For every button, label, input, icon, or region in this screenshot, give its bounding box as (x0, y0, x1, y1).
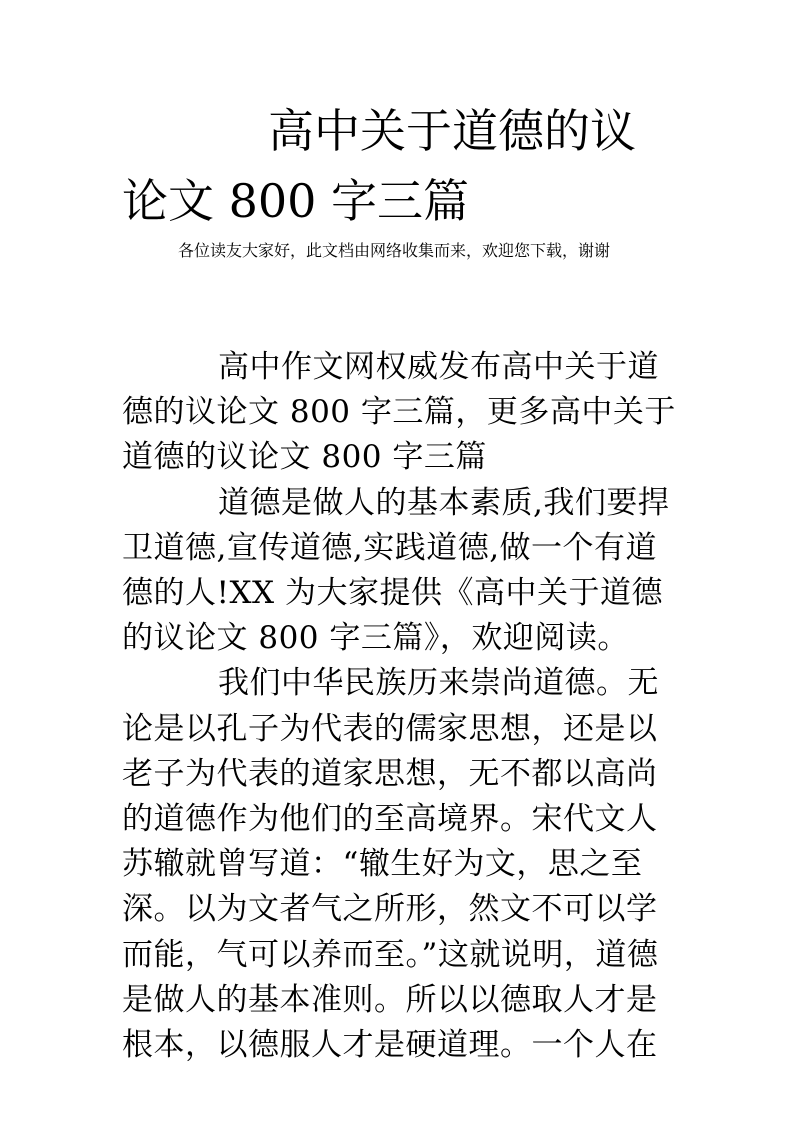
paragraph-essay: 我们中华民族历来崇尚道德。无论是以孔子为代表的儒家思想，还是以老子为代表的道家思想，无不都以高尚的道德作为他们的至高境界。宋代文人苏辙就曾写道：“辙生好为文，思之至深。以为文者气之所形，然文不可以学而能，气可以养而至。”这就说明，道德是做人的基本准则。所以以德取人才是根本，以德服人才是硬道理。一个人在 (122, 665, 659, 1064)
document-body (122, 345, 677, 1068)
document-title: 高中关于道德的议论文 800 字三篇 (122, 104, 636, 228)
paragraph-intro: 高中作文网权威发布高中关于道德的议论文 800 字三篇，更多高中关于道德的议论文 800 字三篇 (122, 349, 676, 476)
paragraph-preface: 道德是做人的基本素质,我们要捍卫道德,宣传道德,实践道德,做一个有道德的人!XX 为大家提供《高中关于道德的议论文 800 字三篇》，欢迎阅读。 (122, 484, 670, 657)
download-notice: 各位读友大家好，此文档由网络收集而来，欢迎您下载，谢谢 (178, 241, 611, 260)
